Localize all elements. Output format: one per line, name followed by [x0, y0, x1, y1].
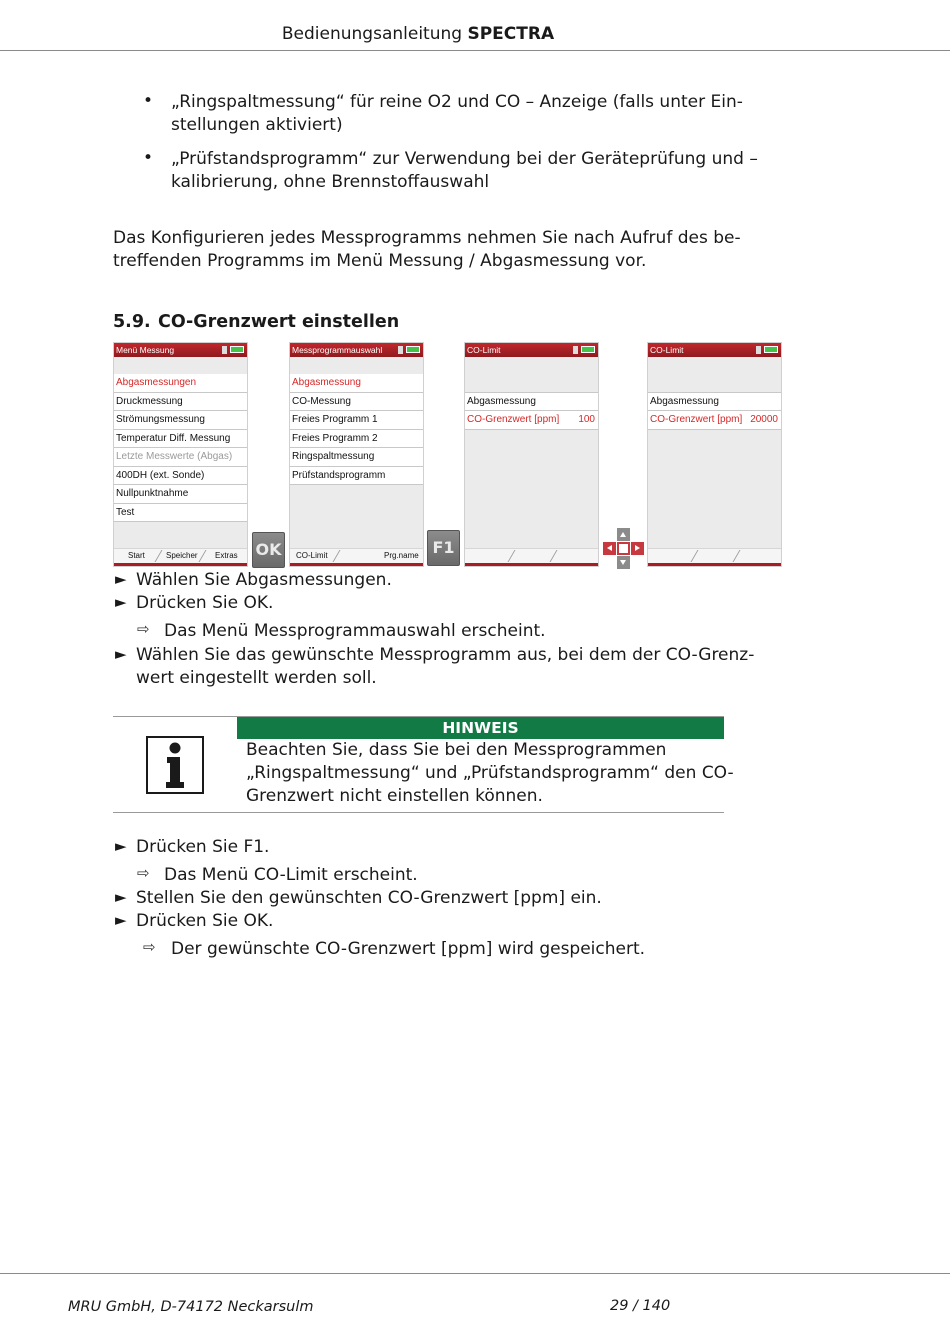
step-text: Drücken Sie OK. [136, 593, 274, 613]
plug-icon [222, 346, 227, 354]
nav-center-key[interactable] [617, 542, 630, 555]
ok-key[interactable]: OK [252, 532, 285, 568]
step-text: Drücken Sie OK. [136, 911, 274, 931]
softkey-speicher[interactable]: Speicher [166, 551, 198, 560]
program-item-abgasmessung[interactable]: Abgasmessung [290, 374, 423, 393]
battery-icon [230, 346, 244, 353]
softkey-divider [691, 550, 699, 562]
menu-item-letzte-messwerte: Letzte Messwerte (Abgas) [114, 448, 247, 467]
co-grenzwert-row[interactable] [465, 411, 598, 430]
bullet-dot: • [143, 91, 154, 111]
plug-icon [756, 346, 761, 354]
arrow-up-key[interactable] [617, 528, 630, 541]
menu-item-stroemungsmessung[interactable]: Strömungsmessung [114, 411, 247, 430]
plug-icon [398, 346, 403, 354]
paragraph-line: Das Konfigurieren jedes Messprogramms nehmen Sie nach Aufruf des be- [113, 228, 741, 248]
step-pointer-icon: ► [115, 570, 127, 588]
step-pointer-icon: ► [115, 911, 127, 929]
bullet-item [171, 91, 743, 137]
softkey-divider [508, 550, 516, 562]
softkey-divider [155, 550, 163, 562]
blank-row [648, 374, 781, 393]
arrow-right-icon [635, 545, 640, 551]
softkey-start[interactable]: Start [128, 551, 145, 560]
screen-menu-messung [113, 342, 248, 567]
program-item-freies-2[interactable]: Freies Programm 2 [290, 430, 423, 449]
program-item-ringspalt[interactable]: Ringspaltmessung [290, 448, 423, 467]
step-text [136, 644, 754, 690]
menu-item-druckmessung[interactable]: Druckmessung [114, 393, 247, 412]
step-pointer-icon: ► [115, 888, 127, 906]
softkey-extras[interactable]: Extras [215, 551, 238, 560]
section-number: 5.9. [113, 312, 151, 332]
screen-titlebar: Messprogrammauswahl [290, 343, 423, 357]
menu-item-400dh[interactable]: 400DH (ext. Sonde) [114, 467, 247, 486]
bullet-dot: • [143, 148, 154, 168]
co-grenzwert-label: CO-Grenzwert [ppm] [650, 414, 743, 425]
menu-item-temperatur-diff[interactable]: Temperatur Diff. Messung [114, 430, 247, 449]
step-pointer-icon: ► [115, 645, 127, 663]
info-icon [146, 736, 204, 794]
result-text: Der gewünschte CO-Grenzwert [ppm] wird gespeichert. [171, 939, 646, 959]
softkey-bar [465, 548, 598, 563]
result-arrow-icon: ⇨ [137, 620, 150, 638]
program-name-row: Abgasmessung [648, 393, 781, 412]
screen-bottom-line [465, 563, 598, 566]
result-text: Das Menü CO-Limit erscheint. [164, 865, 418, 885]
note-line: Beachten Sie, dass Sie bei den Messprogrammen [246, 740, 667, 760]
step-pointer-icon: ► [115, 837, 127, 855]
note-line: Grenzwert nicht einstellen können. [246, 786, 543, 806]
footer-page-number: 29 / 140 [610, 1298, 671, 1314]
bullet-line: „Prüfstandsprogramm“ zur Verwendung bei der Geräteprüfung und – [171, 149, 758, 169]
paragraph-line: treffenden Programms im Menü Messung / Abgasmessung vor. [113, 251, 647, 271]
note-text [246, 739, 734, 808]
battery-icon [406, 346, 420, 353]
screen-messprogrammauswahl [289, 342, 424, 567]
screen-titlebar: CO-Limit [465, 343, 598, 357]
program-item-co-messung[interactable]: CO-Messung [290, 393, 423, 412]
softkey-bar [648, 548, 781, 563]
battery-icon [581, 346, 595, 353]
note-header: HINWEIS [237, 717, 724, 739]
step-text: Stellen Sie den gewünschten CO-Grenzwert [ppm] ein. [136, 888, 602, 908]
screen-co-limit-default [464, 342, 599, 567]
navigation-pad [603, 528, 643, 568]
co-grenzwert-label: CO-Grenzwert [ppm] [467, 414, 560, 425]
arrow-down-key[interactable] [617, 556, 630, 569]
arrow-right-key[interactable] [631, 542, 644, 555]
screen-bottom-line [290, 563, 423, 566]
program-name-row: Abgasmessung [465, 393, 598, 412]
step-text-line: Wählen Sie das gewünschte Messprogramm aus, bei dem der CO-Grenz- [136, 645, 755, 665]
arrow-down-icon [620, 560, 626, 565]
note-line: „Ringspaltmessung“ und „Prüfstandsprogramm“ den CO- [246, 763, 734, 783]
screen-bottom-line [648, 563, 781, 566]
battery-icon [764, 346, 778, 353]
step-text-line: wert eingestellt werden soll. [136, 668, 377, 688]
menu-item-nullpunktnahme[interactable]: Nullpunktnahme [114, 485, 247, 504]
softkey-bar [114, 548, 247, 563]
bullet-line: kalibrierung, ohne Brennstoffauswahl [171, 172, 490, 192]
blank-row [465, 374, 598, 393]
co-grenzwert-row[interactable] [648, 411, 781, 430]
softkey-divider [550, 550, 558, 562]
softkey-prg-name[interactable]: Prg.name [384, 551, 419, 560]
arrow-left-icon [607, 545, 612, 551]
result-arrow-icon: ⇨ [137, 864, 150, 882]
screen-co-limit-edited [647, 342, 782, 567]
program-item-freies-1[interactable]: Freies Programm 1 [290, 411, 423, 430]
softkey-bar [290, 548, 423, 563]
intro-paragraph [113, 227, 741, 273]
program-item-pruefstand[interactable]: Prüfstandsprogramm [290, 467, 423, 486]
screen-titlebar: CO-Limit [648, 343, 781, 357]
result-arrow-icon: ⇨ [143, 938, 156, 956]
f1-key[interactable]: F1 [427, 530, 460, 566]
screen-bottom-line [114, 563, 247, 566]
footer-divider [0, 1273, 950, 1274]
bullet-line: stellungen aktiviert) [171, 115, 343, 135]
header-prefix: Bedienungsanleitung [281, 24, 463, 44]
arrow-up-icon [620, 532, 626, 537]
plug-icon [573, 346, 578, 354]
step-text: Drücken Sie F1. [136, 837, 270, 857]
menu-item-test[interactable]: Test [114, 504, 247, 523]
result-text: Das Menü Messprogrammauswahl erscheint. [164, 621, 546, 641]
softkey-divider [199, 550, 207, 562]
menu-item-abgasmessungen[interactable]: Abgasmessungen [114, 374, 247, 393]
header-product: SPECTRA [467, 24, 555, 44]
bullet-item [171, 148, 758, 194]
softkey-divider [733, 550, 741, 562]
header-divider [0, 50, 950, 51]
footer-company: MRU GmbH, D-74172 Neckarsulm [68, 1299, 314, 1315]
note-bottom-rule [113, 812, 724, 813]
co-grenzwert-value[interactable]: 20000 [750, 414, 778, 425]
section-title: CO-Grenzwert einstellen [158, 312, 400, 332]
bullet-line: „Ringspaltmessung“ für reine O2 und CO – Anzeige (falls unter Ein- [171, 92, 743, 112]
step-pointer-icon: ► [115, 593, 127, 611]
arrow-left-key[interactable] [603, 542, 616, 555]
softkey-co-limit[interactable]: CO-Limit [296, 551, 328, 560]
screen-titlebar: Menü Messung [114, 343, 247, 357]
co-grenzwert-value[interactable]: 100 [578, 414, 595, 425]
step-text: Wählen Sie Abgasmessungen. [136, 570, 392, 590]
page-header-title [0, 24, 836, 44]
softkey-divider [333, 550, 341, 562]
